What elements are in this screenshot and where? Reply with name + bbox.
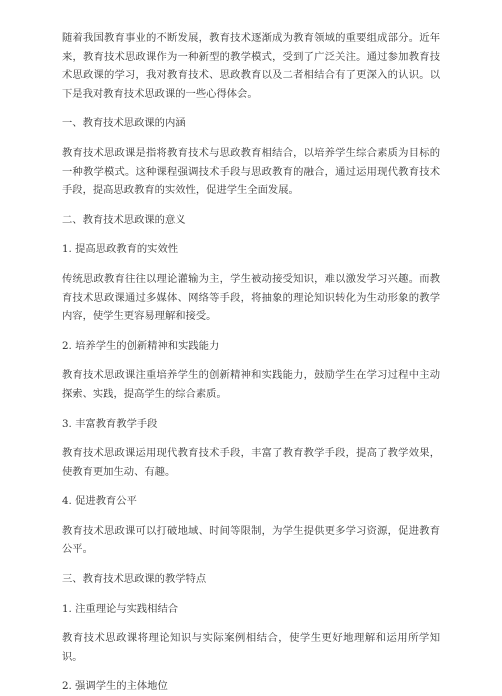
subheading-equity: 4. 促进教育公平 (62, 495, 137, 508)
subheading-theory-practice: 1. 注重理论与实践相结合 (62, 602, 179, 615)
theory-practice-paragraph: 教育技术思政课将理论知识与实际案例相结合，使学生更好地理解和运用所学知识。 (62, 632, 440, 663)
section-heading-1: 一、教育技术思政课的内涵 (62, 117, 186, 130)
document-page (62, 29, 440, 696)
section-heading-2: 二、教育技术思政课的意义 (62, 213, 186, 226)
subheading-effectiveness: 1. 提高思政教育的实效性 (62, 243, 179, 256)
innovation-paragraph: 教育技术思政课注重培养学生的创新精神和实践能力，鼓励学生在学习过程中主动探索、实践，提高学生的综合素质。 (62, 369, 440, 400)
subheading-teaching-means: 3. 丰富教育教学手段 (62, 417, 158, 430)
section-1-paragraph: 教育技术思政课是指将教育技术与思政教育相结合，以培养学生综合素质为目标的一种教学模式。这种课程强调技术手段与思政教育的融合，通过运用现代教育技术手段，提高思政教育的实效性，促进学生全面发展。 (62, 146, 440, 197)
subheading-innovation: 2. 培养学生的创新精神和实践能力 (62, 339, 220, 352)
subheading-student-subject: 2. 强调学生的主体地位 (62, 680, 168, 693)
equity-paragraph: 教育技术思政课可以打破地域、时间等限制，为学生提供更多学习资源，促进教育公平。 (62, 524, 440, 556)
section-heading-3: 三、教育技术思政课的教学特点 (62, 573, 207, 586)
teaching-means-paragraph: 教育技术思政课运用现代教育技术手段，丰富了教育教学手段，提高了教学效果，使教育更加生动、有趣。 (62, 447, 440, 478)
intro-paragraph: 随着我国教育事业的不断发展，教育技术逐渐成为教育领域的重要组成部分。近年来，教育技术思政课作为一种新型的教学模式，受到了广泛关注。通过参加教育技术思政课的学习，我对教育技术、思政教育以及二者相结合有了更深入的认识。以下是我对教育技术思政课的一些心得体会。 (62, 32, 440, 100)
effectiveness-paragraph: 传统思政教育往往以理论灌输为主，学生被动接受知识，难以激发学习兴趣。而教育技术思政课通过多媒体、网络等手段，将抽象的理论知识转化为生动形象的教学内容，使学生更容易理解和接受。 (62, 272, 440, 323)
